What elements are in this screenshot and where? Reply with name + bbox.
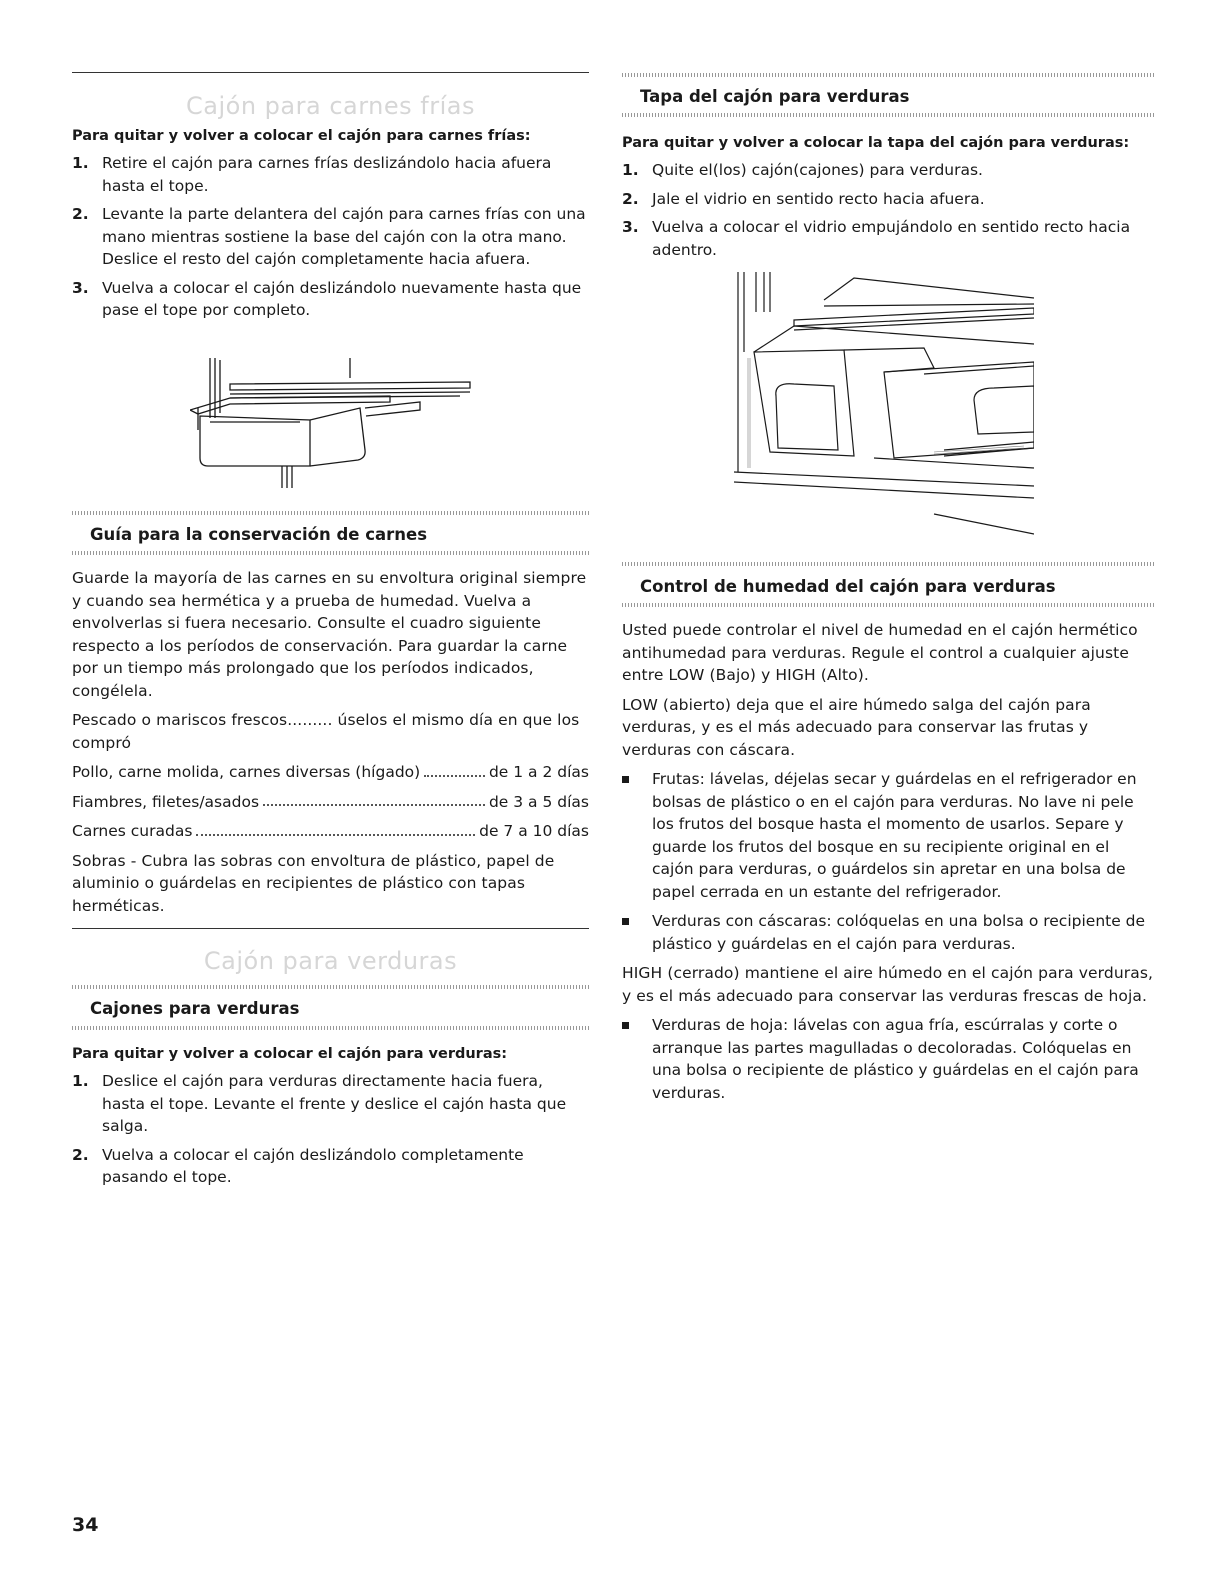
veg-drawer-lead: Para quitar y volver a colocar el cajón para verduras: xyxy=(72,1046,508,1062)
section-rule xyxy=(72,72,589,73)
storage-row: Pollo, carne molida, carnes diversas (hígado) de 1 a 2 días xyxy=(72,763,589,781)
bullet-icon xyxy=(622,776,629,783)
divider xyxy=(622,113,1154,117)
meat-guide-intro: Guarde la mayoría de las carnes en su envoltura original siempre y cuando sea hermética y a prueba de humedad. Vuelva a envolverlas si fuera necesario. Consulte el cuadro siguiente respecto a los períodos de conservación. Para guardar la carne por un tiempo más prolongado que los períodos indicados, congélela. xyxy=(72,569,587,700)
list-item: Frutas: lávelas, déjelas secar y guárdelas en el refrigerador en bolsas de plástico o en el cajón para verduras. No lave ni pele los frutos del bosque hasta el momento de usarlos. Separe y guarde los frutos del bosque en su recipiente original en el cajón para verduras, o guárdelos sin apretar en una bolsa de papel cerrada en un estante del refrigerador. xyxy=(622,768,1154,903)
page-number: 34 xyxy=(72,1514,99,1536)
low-bullets xyxy=(622,768,1154,955)
divider xyxy=(72,1026,589,1030)
list-item: 2. Jale el vidrio en sentido recto hacia afuera. xyxy=(622,189,985,208)
divider xyxy=(622,603,1154,607)
list-item: 3. Vuelva a colocar el vidrio empujándolo en sentido recto hacia adentro. xyxy=(622,218,1131,259)
divider xyxy=(622,562,1154,566)
meat-guide-heading: Guía para la conservación de carnes xyxy=(90,525,428,544)
list-item: 1. Retire el cajón para carnes frías deslizándolo hacia afuera hasta el tope. xyxy=(72,154,552,195)
veg-cover-steps xyxy=(622,159,1154,261)
meat-drawer-steps xyxy=(72,152,589,322)
leftovers-note: Sobras - Cubra las sobras con envoltura de plástico, papel de aluminio o guárdelas en recipientes de plástico con tapas herméticas. xyxy=(72,851,555,915)
veg-drawer-steps xyxy=(72,1070,589,1189)
humidity-intro: Usted puede controlar el nivel de humedad en el cajón hermético antihumedad para verduras. Regule el control a cualquier ajuste entre LOW (Bajo) y HIGH (Alto). xyxy=(622,621,1138,684)
humidity-heading: Control de humedad del cajón para verduras xyxy=(640,577,1056,596)
divider xyxy=(72,511,589,515)
bullet-icon xyxy=(622,918,629,925)
meat-guide-body xyxy=(72,567,589,917)
list-item: 1. Quite el(los) cajón(cajones) para verduras. xyxy=(622,161,983,179)
list-item: 2. Vuelva a colocar el cajón deslizándolo completamente pasando el tope. xyxy=(72,1145,524,1186)
veg-drawers-heading: Cajones para verduras xyxy=(90,999,300,1018)
humidity-low: LOW (abierto) deja que el aire húmedo salga del cajón para verduras, y es el más adecuado para conservar las frutas y verduras con cáscara. xyxy=(622,695,1091,759)
bullet-icon xyxy=(622,1022,629,1029)
divider xyxy=(72,551,589,555)
fish-entry: Pescado o mariscos frescos......... úselos el mismo día en que los compró xyxy=(72,711,580,752)
list-item: 1. Deslice el cajón para verduras directamente hacia fuera, hasta el tope. Levante el frente y deslice el cajón hasta que salga. xyxy=(72,1072,567,1135)
storage-row: Carnes curadas de 7 a 10 días xyxy=(72,822,589,840)
list-item: 2. Levante la parte delantera del cajón para carnes frías con una mano mientras sostiene la base del cajón con la otra mano. Deslice el resto del cajón completamente hacia afuera. xyxy=(72,205,586,268)
veg-cover-lead: Para quitar y volver a colocar la tapa del cajón para verduras: xyxy=(622,135,1130,151)
veg-drawer-title: Cajón para verduras xyxy=(203,947,458,975)
crisper-cover-illustration xyxy=(734,272,1034,542)
divider xyxy=(622,73,1154,77)
list-item: Verduras con cáscaras: colóquelas en una bolsa o recipiente de plástico y guárdelas en el cajón para verduras. xyxy=(622,910,1154,955)
section-rule xyxy=(72,928,589,929)
veg-cover-heading: Tapa del cajón para verduras xyxy=(640,87,910,106)
meat-drawer-title: Cajón para carnes frías xyxy=(186,92,475,120)
meat-drawer-illustration xyxy=(190,358,490,498)
list-item: Verduras de hoja: lávelas con agua fría, escúrralas y corte o arranque las partes magulladas o decoloradas. Colóquelas en una bolsa o recipiente de plástico y guárdelas en el cajón para verduras. xyxy=(622,1014,1154,1104)
humidity-high: HIGH (cerrado) mantiene el aire húmedo en el cajón para verduras, y es el más adecuado para conservar las verduras frescas de hoja. xyxy=(622,964,1154,1005)
divider xyxy=(72,985,589,989)
meat-drawer-lead: Para quitar y volver a colocar el cajón para carnes frías: xyxy=(72,128,531,144)
storage-row: Fiambres, filetes/asados de 3 a 5 días xyxy=(72,792,589,811)
high-bullets xyxy=(622,1014,1154,1104)
humidity-body xyxy=(622,619,1154,1104)
list-item: 3. Vuelva a colocar el cajón deslizándolo nuevamente hasta que pase el tope por completo. xyxy=(72,278,582,319)
